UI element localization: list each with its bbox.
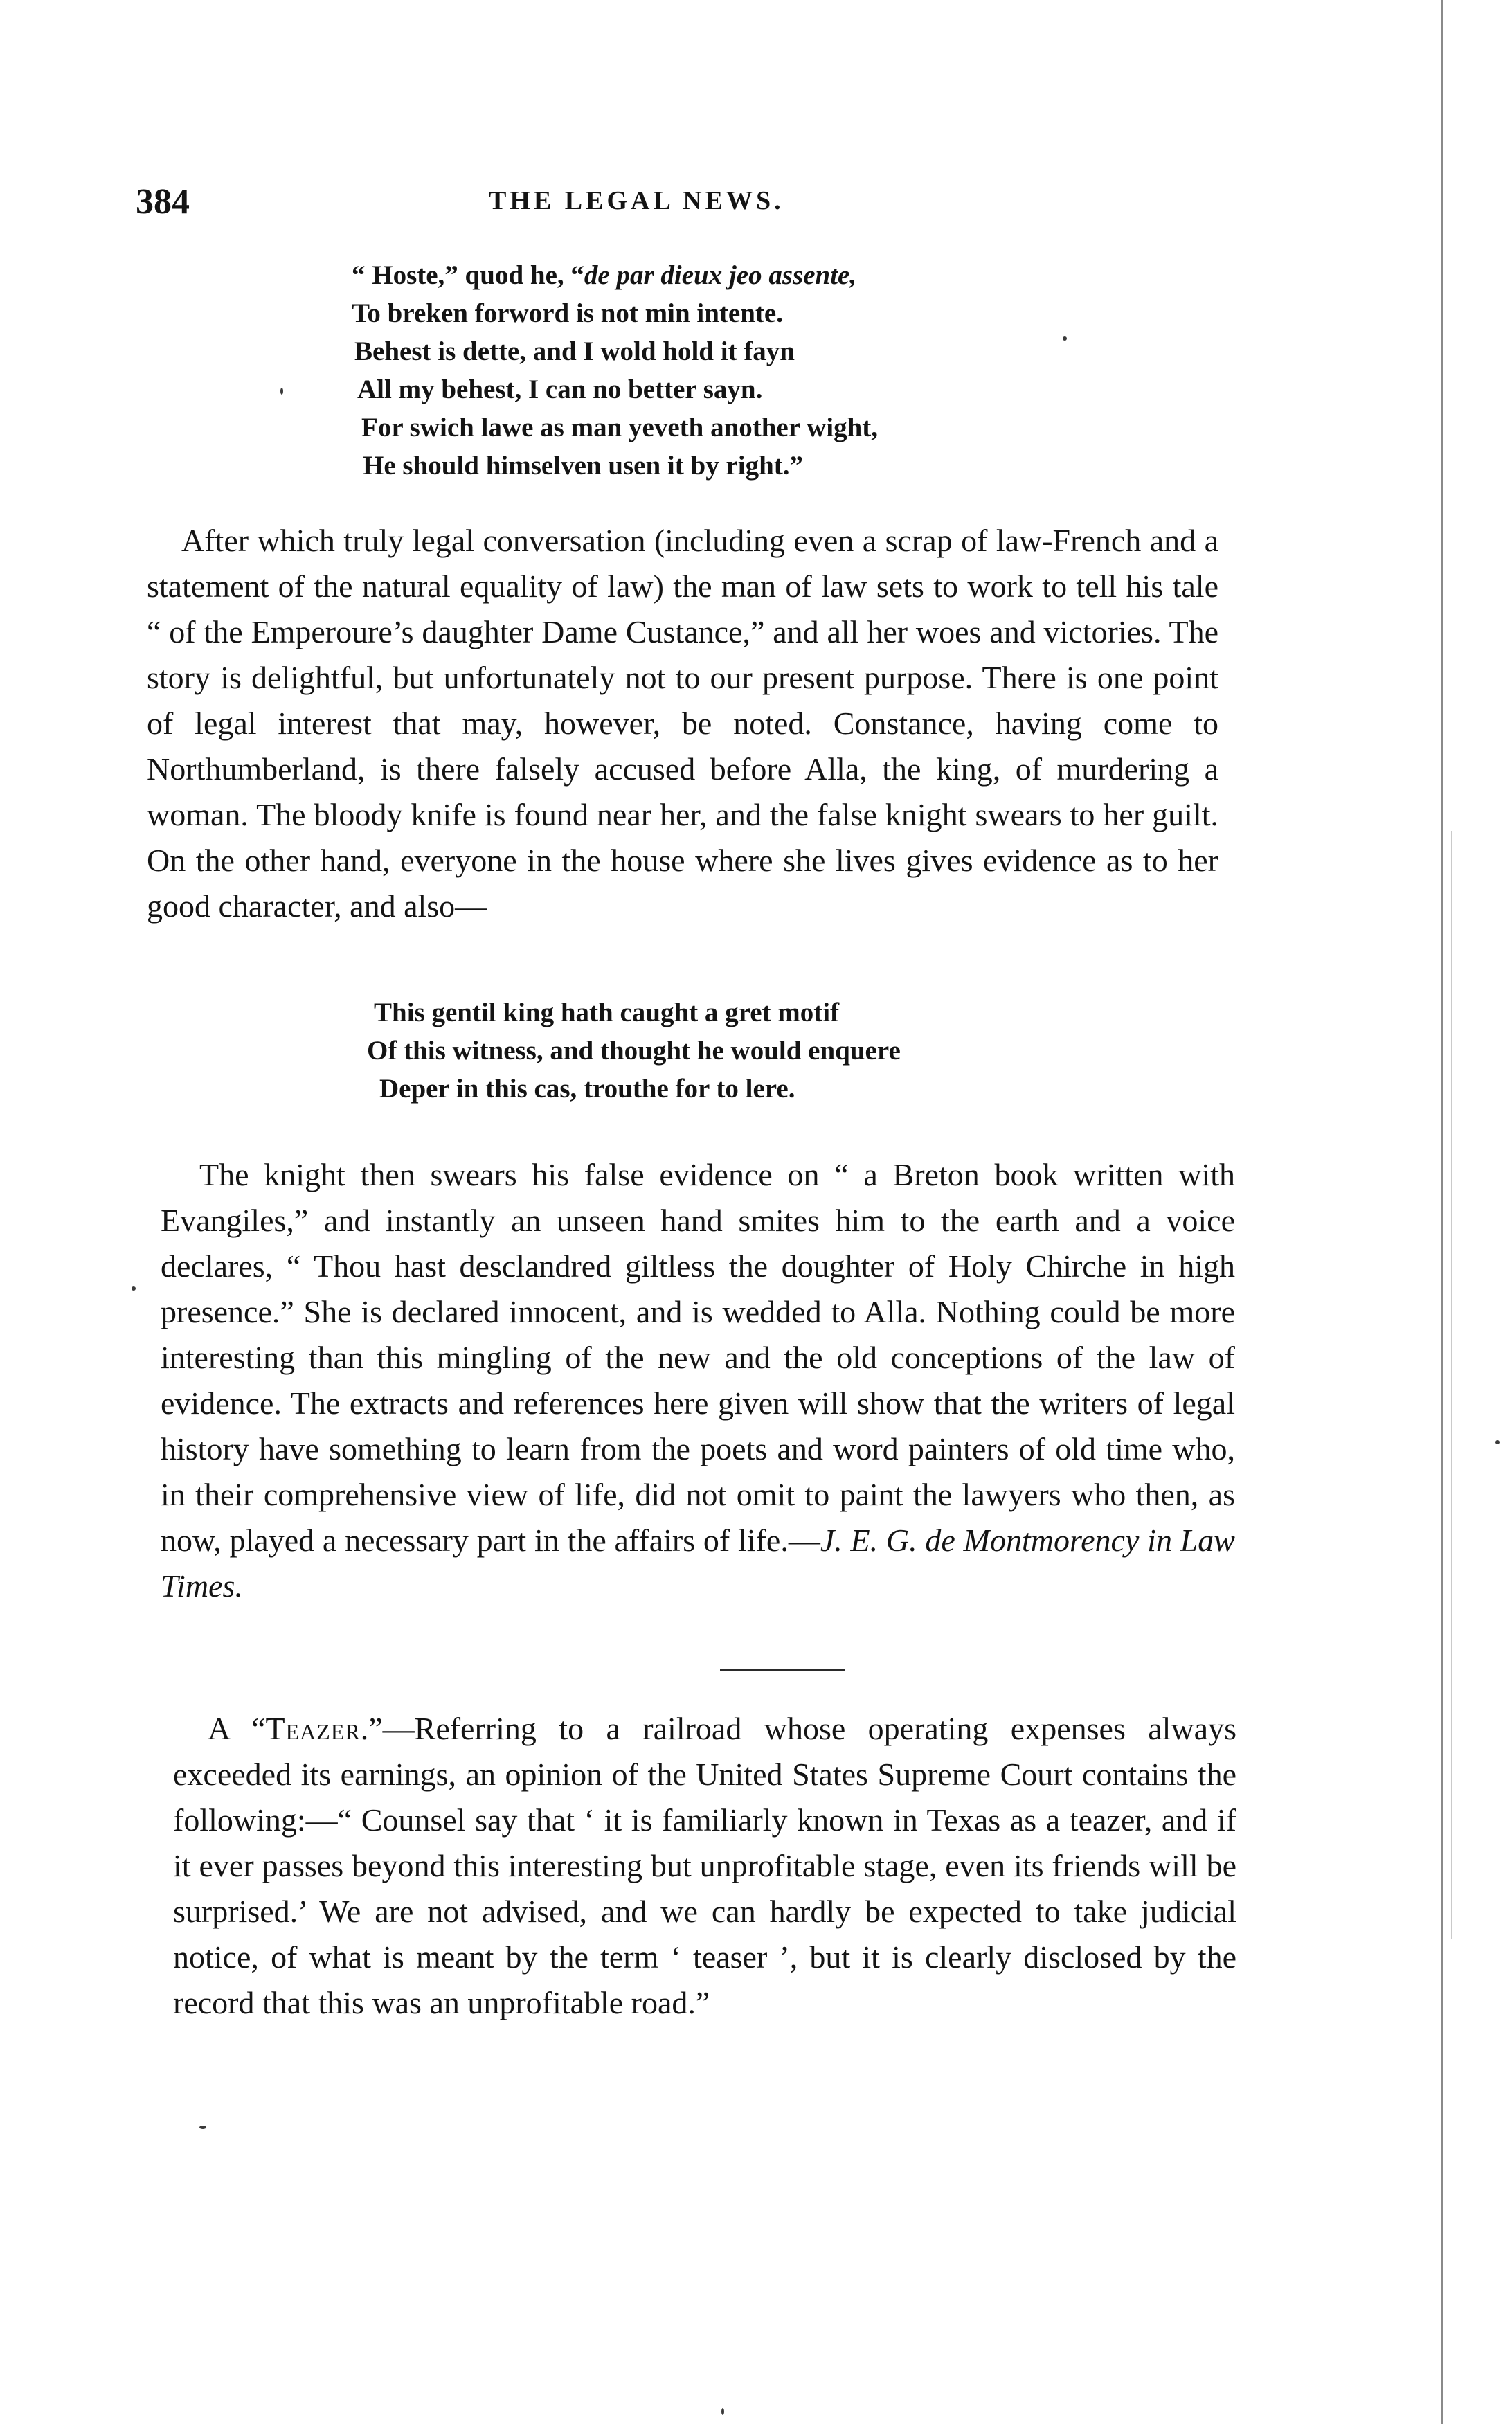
verse-line [352,256,878,294]
section-divider [720,1669,845,1671]
verse-line: To breken forword is not min intente. [352,298,783,328]
article-attribution: J. E. G. de Montmorency in Law Times. [161,1523,1235,1604]
body-paragraph-2 [161,1152,1235,1609]
print-speck [280,388,283,395]
verse-line: This gentil king hath caught a gret motif [374,998,840,1027]
verse-line-text: “ Hoste,” quod he, “ [352,260,584,290]
print-speck [1495,1440,1500,1444]
paragraph-text: Referring to a railroad whose operating expenses always exceeded its earnings, an opinion of the United States Supreme Court contains the following:—“ Counsel say that ‘ it is familiarly known in Texas as a teazer, and if it ever passes beyond this interesting but unprofitable stage, even its friends will be surprised.’ We are not advised, and we can hardly be expected to take judicial notice, of what is meant by the term ‘ teaser ’, but it is clearly disclosed by the record that this was an unprofitable road.” [173,1711,1236,2020]
verse-line: For swich lawe as man yeveth another wight, [361,413,879,442]
paragraph-text: The knight then swears his false evidence on “ a Breton book written with Evangiles,” and instantly an unseen hand smites him to the earth and a voice declares, “ Thou hast desclandred giltless the doughter of Holy Chirche in high presence.” She is declared innocent, and is wedded to Alla. Nothing could be more interesting than this mingling of the new and the old conceptions of the law of evidence. The extracts and references here given will show that the writers of legal history have something to learn from the poets and word painters of old time who, in their comprehensive view of life, did not omit to paint the lawyers who then, as now, played a necessary part in the affairs of life.— [161,1157,1235,1558]
section-heading: Teazer [265,1711,361,1746]
section-lead-punct: .”— [360,1711,415,1746]
verse-line: Deper in this cas, trouthe for to lere. [379,1074,795,1104]
verse-line: He should himselven usen it by right.” [363,451,804,481]
margin-binding-line [1441,0,1443,2424]
print-speck [199,2126,206,2129]
verse-quote-2 [367,994,901,1108]
verse-line: All my behest, I can no better sayn. [357,375,763,404]
verse-line: Of this witness, and thought he would enquere [367,1036,901,1066]
page-number: 384 [136,182,190,222]
section-lead: A “ [208,1711,266,1746]
verse-quote-1 [352,256,878,485]
print-speck [1063,336,1067,341]
margin-binding-line-faint [1451,831,1452,1939]
print-speck [721,2408,724,2415]
body-paragraph-3 [173,1706,1236,2026]
page-header [136,181,1216,230]
verse-line-italic: de par dieux jeo assente, [584,260,857,290]
verse-line: Behest is dette, and I wold hold it fayn [354,336,795,366]
body-paragraph-1: After which truly legal conversation (including even a scrap of law-French and a statement of the natural equality of law) the man of law sets to work to tell his tale “ of the Emperoure’s daughter Dame Custance,” and all her woes and victories. The story is delightful, but unfortunately not to our present purpose. There is one point of legal interest that may, however, be noted. Constance, having come to Northumberland, is there falsely accused before Alla, the king, of murdering a woman. The bloody knife is found near her, and the false knight swears to her guilt. On the other hand, everyone in the house where she lives gives evidence as to her good character, and also— [147,523,1218,924]
running-title: THE LEGAL NEWS. [489,186,784,215]
print-speck [132,1286,136,1291]
